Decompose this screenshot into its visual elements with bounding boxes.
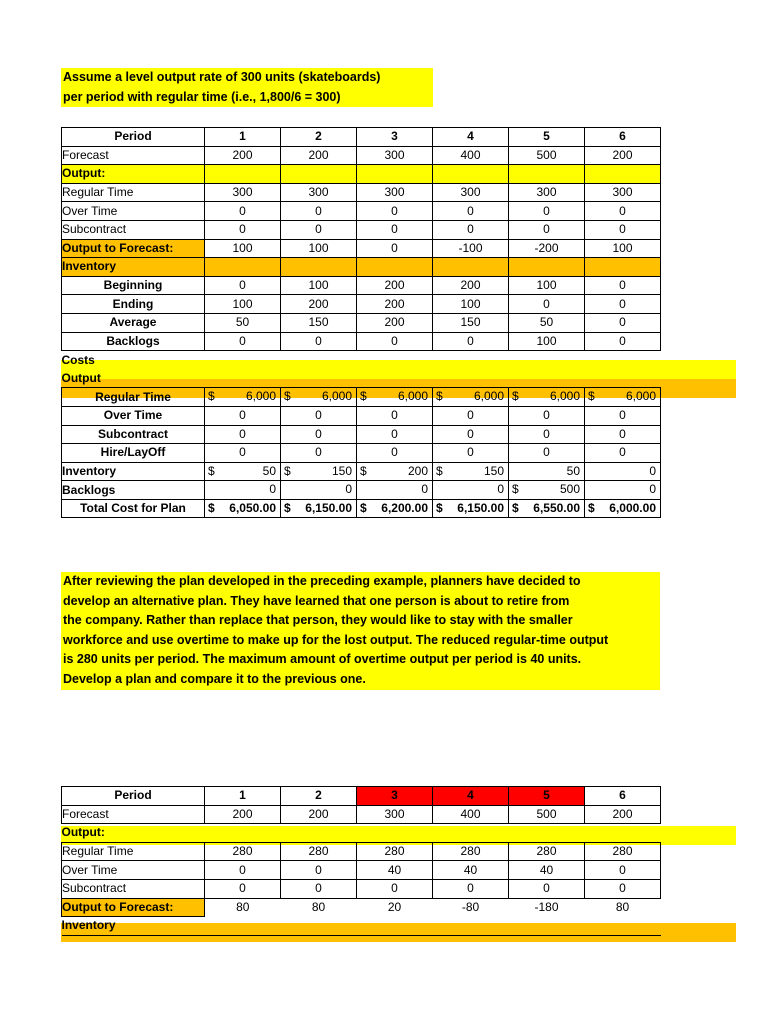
period-2: 2 <box>281 787 357 806</box>
amount: 6,000 <box>473 389 504 404</box>
note-line: Develop a plan and compare it to the previous one. <box>63 671 366 686</box>
currency-cell <box>509 499 585 518</box>
cell <box>585 917 661 936</box>
row-label: Regular Time <box>62 388 205 407</box>
cell: 200 <box>205 146 281 165</box>
cell: 0 <box>205 879 281 898</box>
currency-cell <box>585 481 661 500</box>
assumption-note <box>61 68 433 107</box>
output-to-forecast-row <box>62 898 661 917</box>
period-4: 4 <box>433 128 509 147</box>
cell: 40 <box>433 861 509 880</box>
cell: 0 <box>585 332 661 351</box>
note-line: workforce and use overtime to make up for the lost output. The reduced regular-time output <box>63 632 609 647</box>
currency-cell <box>205 462 281 481</box>
amount: 6,000 <box>245 389 276 404</box>
currency-cell <box>433 388 509 407</box>
row-label: Forecast <box>62 805 205 824</box>
cell: 0 <box>509 220 585 239</box>
cell: 0 <box>281 332 357 351</box>
cell: 100 <box>281 276 357 295</box>
period-3: 3 <box>357 787 433 806</box>
row-label: Average <box>62 313 205 332</box>
period-1: 1 <box>205 128 281 147</box>
currency-cell <box>585 462 661 481</box>
cell: 0 <box>585 313 661 332</box>
row-label: Regular Time <box>62 183 205 202</box>
total-cost-row <box>62 499 661 518</box>
currency-cell <box>205 388 281 407</box>
cell: 0 <box>281 444 357 463</box>
cost-backlogs-row <box>62 481 661 500</box>
dollar-sign: $ <box>208 463 215 478</box>
cell: 0 <box>585 406 661 425</box>
cell: 100 <box>205 239 281 258</box>
cell: 0 <box>357 444 433 463</box>
note-line: per period with regular time (i.e., 1,800/6 = 300) <box>63 89 341 104</box>
currency-cell <box>357 462 433 481</box>
row-label: Output to Forecast: <box>62 239 205 258</box>
cell <box>433 351 509 370</box>
currency-cell <box>433 499 509 518</box>
over-time-row <box>62 861 661 880</box>
dollar-sign: $ <box>360 389 367 404</box>
currency-cell <box>281 499 357 518</box>
currency-cell <box>433 462 509 481</box>
cell <box>357 369 433 388</box>
dollar-sign: $ <box>208 500 215 515</box>
cell: 20 <box>387 900 402 915</box>
dollar-sign: $ <box>588 500 595 515</box>
note-line: is 280 units per period. The maximum amount of overtime output per period is 40 units. <box>63 652 582 667</box>
cell: 0 <box>585 861 661 880</box>
cell: 0 <box>433 425 509 444</box>
cell: 200 <box>281 805 357 824</box>
average-row <box>62 313 661 332</box>
cell: 200 <box>357 295 433 314</box>
output-to-forecast-row <box>62 239 661 258</box>
period-1: 1 <box>205 787 281 806</box>
cell: 50 <box>205 313 281 332</box>
cell: 0 <box>509 879 585 898</box>
cell: 40 <box>357 861 433 880</box>
cell <box>509 165 585 184</box>
cell <box>509 351 585 370</box>
cell <box>509 917 585 936</box>
cell: -100 <box>433 239 509 258</box>
cell: 300 <box>509 183 585 202</box>
cell: -180 <box>534 900 559 915</box>
alternative-plan-note <box>61 572 660 690</box>
section-label: Output <box>61 370 101 385</box>
cell: 200 <box>585 146 661 165</box>
cell: 280 <box>585 842 661 861</box>
section-label: Inventory <box>62 258 205 277</box>
section-label: Output: <box>61 825 105 840</box>
currency-cell <box>357 388 433 407</box>
cell <box>281 258 357 277</box>
section-label: Inventory <box>62 917 205 936</box>
cell: 0 <box>205 220 281 239</box>
row-label: Subcontract <box>62 220 205 239</box>
cell: 500 <box>509 146 585 165</box>
amount: 6,000.00 <box>609 500 656 515</box>
row-label: Backlogs <box>62 481 205 500</box>
cell: 100 <box>585 239 661 258</box>
cell <box>433 165 509 184</box>
currency-cell <box>433 481 509 500</box>
amount: 0 <box>649 482 656 497</box>
note-line: After reviewing the plan developed in the preceding example, planners have decided to <box>63 574 581 588</box>
cell: 0 <box>357 406 433 425</box>
cell: 200 <box>433 276 509 295</box>
cell: 0 <box>205 276 281 295</box>
cell: 80 <box>236 900 250 915</box>
dollar-sign: $ <box>208 389 215 404</box>
cell <box>433 824 509 843</box>
cell: 0 <box>205 444 281 463</box>
period-label: Period <box>62 128 205 147</box>
cell <box>281 351 357 370</box>
cell: 0 <box>281 202 357 221</box>
row-label: Backlogs <box>62 332 205 351</box>
cell <box>585 351 661 370</box>
cell: 100 <box>509 276 585 295</box>
forecast-row <box>62 146 661 165</box>
dollar-sign: $ <box>284 463 291 478</box>
cell: 50 <box>509 313 585 332</box>
currency-cell <box>509 462 585 481</box>
amount: 150 <box>331 463 352 478</box>
cell: 0 <box>281 406 357 425</box>
cell <box>205 165 281 184</box>
cell: 300 <box>357 183 433 202</box>
period-3: 3 <box>357 128 433 147</box>
currency-cell <box>205 481 281 500</box>
amount: 6,000 <box>397 389 428 404</box>
row-label: Subcontract <box>62 425 205 444</box>
cell: 280 <box>357 842 433 861</box>
cell: 0 <box>205 425 281 444</box>
cell: 0 <box>585 276 661 295</box>
cell <box>357 917 433 936</box>
amount: 150 <box>483 463 504 478</box>
cell: 0 <box>357 425 433 444</box>
row-label: Total Cost for Plan <box>62 499 205 518</box>
cell: 0 <box>205 406 281 425</box>
cell: 100 <box>281 239 357 258</box>
cost-over-time-row <box>62 406 661 425</box>
cell: 280 <box>205 842 281 861</box>
dollar-sign: $ <box>512 500 519 515</box>
cost-regular-time-row <box>62 388 661 407</box>
cell: 0 <box>205 202 281 221</box>
period-6: 6 <box>585 128 661 147</box>
output-section-row <box>62 165 661 184</box>
currency-cell <box>509 388 585 407</box>
cell: 0 <box>509 425 585 444</box>
beginning-row <box>62 276 661 295</box>
regular-time-row <box>62 183 661 202</box>
cell <box>585 824 661 843</box>
cell: 150 <box>433 313 509 332</box>
cell: 280 <box>281 842 357 861</box>
cell: 300 <box>357 805 433 824</box>
cell <box>205 824 281 843</box>
cell <box>205 351 281 370</box>
plan-table-level-output <box>61 127 661 518</box>
output-section-row <box>62 824 661 843</box>
cell: 0 <box>357 202 433 221</box>
cell: 300 <box>357 146 433 165</box>
cell: 0 <box>357 332 433 351</box>
currency-cell <box>585 499 661 518</box>
period-4: 4 <box>433 787 509 806</box>
cell <box>585 258 661 277</box>
cost-output-section-row <box>62 369 661 388</box>
cell: 0 <box>433 406 509 425</box>
cell: 400 <box>433 146 509 165</box>
note-line: develop an alternative plan. They have learned that one person is about to retire from <box>63 593 570 608</box>
cell: 200 <box>281 146 357 165</box>
amount: 6,000 <box>321 389 352 404</box>
cell: 0 <box>205 332 281 351</box>
cell <box>357 351 433 370</box>
cell <box>281 824 357 843</box>
cell: 200 <box>357 276 433 295</box>
cell: 300 <box>205 183 281 202</box>
cell: 0 <box>433 444 509 463</box>
amount: 200 <box>407 463 428 478</box>
cell: 0 <box>585 879 661 898</box>
cost-hire-layoff-row <box>62 444 661 463</box>
amount: 50 <box>566 463 580 478</box>
cell <box>357 824 433 843</box>
cell: 150 <box>281 313 357 332</box>
currency-cell <box>357 499 433 518</box>
period-5: 5 <box>509 128 585 147</box>
currency-cell <box>509 481 585 500</box>
amount: 6,550.00 <box>533 500 580 515</box>
cell: 0 <box>585 220 661 239</box>
amount: 500 <box>559 482 580 497</box>
cost-inventory-row <box>62 462 661 481</box>
row-label: Output to Forecast: <box>62 898 205 917</box>
dollar-sign: $ <box>436 463 443 478</box>
cell: 100 <box>509 332 585 351</box>
row-label: Over Time <box>62 202 205 221</box>
note-line: the company. Rather than replace that person, they would like to stay with the smaller <box>63 613 573 628</box>
cell <box>205 258 281 277</box>
plan-table-alternative <box>61 786 661 936</box>
cell: 0 <box>281 425 357 444</box>
cell: 100 <box>433 295 509 314</box>
note-line: Assume a level output rate of 300 units (skateboards) <box>63 70 381 84</box>
cell: 200 <box>205 805 281 824</box>
cell: 0 <box>433 332 509 351</box>
cell: -200 <box>509 239 585 258</box>
inventory-section-row <box>62 917 661 936</box>
amount: 0 <box>497 482 504 497</box>
cell <box>509 369 585 388</box>
backlogs-row <box>62 332 661 351</box>
subcontract-row <box>62 879 661 898</box>
cell: 40 <box>509 861 585 880</box>
cell: 0 <box>509 406 585 425</box>
dollar-sign: $ <box>284 500 291 515</box>
period-5: 5 <box>509 787 585 806</box>
currency-cell <box>585 388 661 407</box>
currency-cell <box>357 481 433 500</box>
amount: 50 <box>262 463 276 478</box>
amount: 0 <box>345 482 352 497</box>
subcontract-row <box>62 220 661 239</box>
cell: 200 <box>281 295 357 314</box>
cost-subcontract-row <box>62 425 661 444</box>
amount: 6,000 <box>625 389 656 404</box>
dollar-sign: $ <box>436 389 443 404</box>
section-label: Output: <box>62 165 205 184</box>
cell: 200 <box>357 313 433 332</box>
row-label: Inventory <box>62 462 205 481</box>
dollar-sign: $ <box>360 463 367 478</box>
cell: 0 <box>205 861 281 880</box>
cell: 80 <box>311 900 326 915</box>
row-label: Beginning <box>62 276 205 295</box>
dollar-sign: $ <box>360 500 367 515</box>
amount: 6,050.00 <box>229 500 276 515</box>
cell: 280 <box>433 842 509 861</box>
cell: 300 <box>433 183 509 202</box>
cell <box>509 258 585 277</box>
cell <box>357 258 433 277</box>
cell: 0 <box>433 879 509 898</box>
cell: 0 <box>281 879 357 898</box>
cell: 0 <box>433 202 509 221</box>
period-2: 2 <box>281 128 357 147</box>
cell <box>433 258 509 277</box>
cell <box>205 369 281 388</box>
currency-cell <box>281 388 357 407</box>
row-label: Subcontract <box>62 879 205 898</box>
row-label: Ending <box>62 295 205 314</box>
costs-section-row <box>62 351 661 370</box>
regular-time-row <box>62 842 661 861</box>
cell: 80 <box>615 900 630 915</box>
row-label: Over Time <box>62 861 205 880</box>
row-label: Over Time <box>62 406 205 425</box>
amount: 6,200.00 <box>381 500 428 515</box>
amount: 6,150.00 <box>305 500 352 515</box>
period-label: Period <box>62 787 205 806</box>
period-header-row <box>62 787 661 806</box>
cell <box>433 369 509 388</box>
dollar-sign: $ <box>284 389 291 404</box>
cell <box>205 917 281 936</box>
row-label: Regular Time <box>62 842 205 861</box>
cell: 0 <box>509 444 585 463</box>
cell: 100 <box>205 295 281 314</box>
cell: 0 <box>585 425 661 444</box>
dollar-sign: $ <box>588 389 595 404</box>
cell: 400 <box>433 805 509 824</box>
amount: 0 <box>649 463 656 478</box>
cell: 0 <box>357 879 433 898</box>
cell <box>433 917 509 936</box>
dollar-sign: $ <box>512 389 519 404</box>
row-label: Forecast <box>62 146 205 165</box>
cell: 0 <box>433 220 509 239</box>
cell: 300 <box>585 183 661 202</box>
cell <box>281 917 357 936</box>
cell <box>585 165 661 184</box>
cell <box>281 369 357 388</box>
cell <box>585 369 661 388</box>
dollar-sign: $ <box>512 482 519 497</box>
cell: 0 <box>357 220 433 239</box>
period-6: 6 <box>585 787 661 806</box>
cell: -80 <box>461 900 480 915</box>
cell: 0 <box>509 202 585 221</box>
cell: 0 <box>357 239 433 258</box>
cell: 0 <box>509 295 585 314</box>
amount: 6,150.00 <box>457 500 504 515</box>
cell: 0 <box>585 202 661 221</box>
cell: 0 <box>281 220 357 239</box>
inventory-section-row <box>62 258 661 277</box>
section-label: Costs <box>61 352 95 367</box>
cell <box>357 165 433 184</box>
forecast-row <box>62 805 661 824</box>
ending-row <box>62 295 661 314</box>
cell <box>509 824 585 843</box>
currency-cell <box>281 462 357 481</box>
cell: 200 <box>585 805 661 824</box>
cell: 0 <box>585 295 661 314</box>
cell <box>281 165 357 184</box>
cell: 0 <box>281 861 357 880</box>
over-time-row <box>62 202 661 221</box>
cell: 0 <box>585 444 661 463</box>
amount: 0 <box>269 482 276 497</box>
row-label: Hire/LayOff <box>62 444 205 463</box>
dollar-sign: $ <box>436 500 443 515</box>
cell: 500 <box>509 805 585 824</box>
cell: 280 <box>509 842 585 861</box>
period-header-row <box>62 128 661 147</box>
amount: 0 <box>421 482 428 497</box>
cell: 300 <box>281 183 357 202</box>
currency-cell <box>281 481 357 500</box>
amount: 6,000 <box>549 389 580 404</box>
currency-cell <box>205 499 281 518</box>
